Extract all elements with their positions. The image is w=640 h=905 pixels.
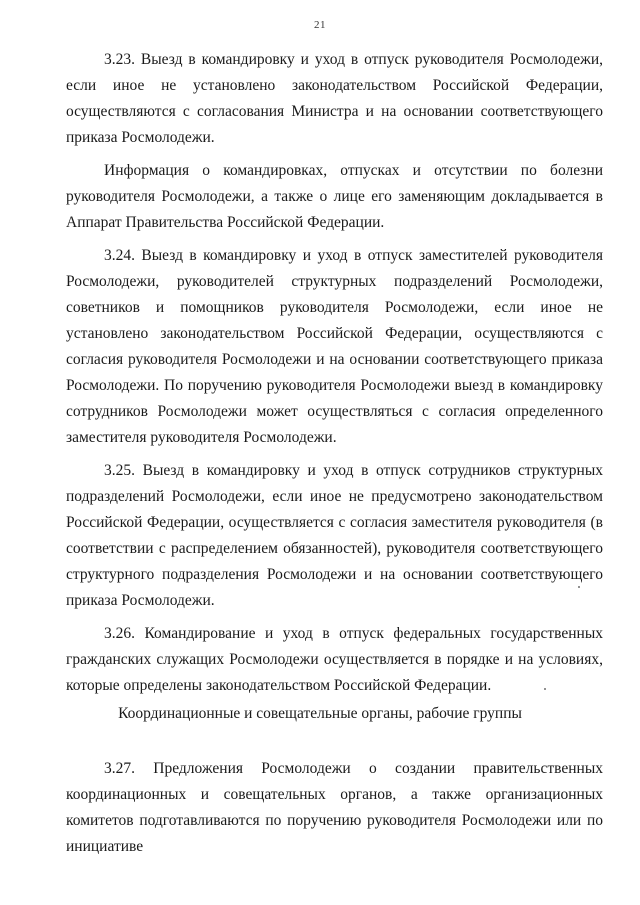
scan-speck bbox=[578, 586, 580, 588]
paragraph-gap bbox=[66, 614, 603, 621]
paragraph-gap bbox=[66, 151, 603, 158]
paragraph-3-26: 3.26. Командирование и уход в отпуск федеральных государственных гражданских служащих Росмолодежи осуществляется в порядке и на условиях, которые определены законодательством Российской Федерации. bbox=[66, 625, 603, 694]
paragraph-gap bbox=[66, 236, 603, 243]
section-heading: Координационные и совещательные органы, рабочие группы bbox=[118, 705, 522, 722]
paragraph-3-23-info: Информация о командировках, отпусках и отсутствии по болезни руководителя Росмолодежи, а также о лице его заменяющим докладывается в Аппарат Правительства Российской Федерации. bbox=[66, 162, 603, 231]
paragraph-gap bbox=[66, 451, 603, 458]
paragraph-3-27-container bbox=[66, 756, 603, 860]
document-body bbox=[66, 47, 603, 699]
scan-speck bbox=[544, 688, 546, 690]
page-number: 21 bbox=[314, 19, 326, 31]
paragraph-3-25: 3.25. Выезд в командировку и уход в отпуск сотрудников структурных подразделений Росмолодежи, если иное не предусмотрено законодательством Российской Федерации, осуществляется с согласия заместителя руководителя (в соответствии с распределением обязанностей), руководителя соответствующего структурного подразделения Росмолодежи и на основании соответствующего приказа Росмолодежи. bbox=[66, 462, 603, 609]
paragraph-3-23: 3.23. Выезд в командировку и уход в отпуск руководителя Росмолодежи, если иное не установлено законодательством Российской Федерации, осуществляются с согласования Министра и на основании соответствующего приказа Росмолодежи. bbox=[66, 51, 603, 146]
paragraph-3-27: 3.27. Предложения Росмолодежи о создании правительственных координационных и совещательных органов, а также организационных комитетов подготавливаются по поручению руководителя Росмолодежи или по инициативе bbox=[66, 760, 603, 855]
paragraph-3-24: 3.24. Выезд в командировку и уход в отпуск заместителей руководителя Росмолодежи, руководителей структурных подразделений Росмолодежи, советников и помощников руководителя Росмолодежи, если иное не установлено законодательством Российской Федерации, осуществляются с согласия руководителя Росмолодежи и на основании соответствующего приказа Росмолодежи. По поручению руководителя Росмолодежи выезд в командировку сотрудников Росмолодежи может осуществляться с согласия определенного заместителя руководителя Росмолодежи. bbox=[66, 247, 603, 446]
